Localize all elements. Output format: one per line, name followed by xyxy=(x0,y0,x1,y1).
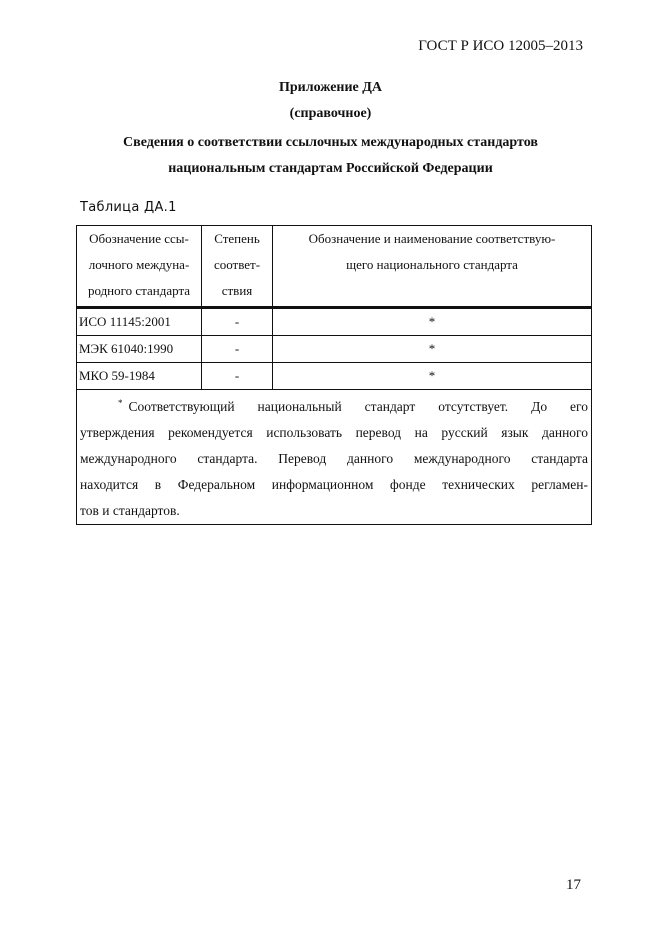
cell-degree: - xyxy=(202,363,273,390)
table-footnote-row xyxy=(77,390,592,525)
appendix-heading-line-2: национальным стандартам Российской Федерации xyxy=(168,161,493,176)
document-code: ГОСТ Р ИСО 12005–2013 xyxy=(418,38,583,54)
correspondence-table xyxy=(76,225,592,525)
cell-national: * xyxy=(273,308,592,336)
cell-degree: - xyxy=(202,308,273,336)
table-row xyxy=(77,336,592,363)
table-footnote: * Соответствующий национальный стандарт отсутствует. До его утверждения рекомендуется использовать перевод на русский язык данного международного стандарта. Перевод данного международного стандарта находится в Федеральном информационном фонде технических регламен- тов и стандартов. xyxy=(77,390,592,525)
appendix-heading-line-1: Сведения о соответствии ссылочных международных стандартов xyxy=(123,135,538,150)
table-caption: Таблица ДА.1 xyxy=(80,200,177,215)
cell-degree: - xyxy=(202,336,273,363)
table-row xyxy=(77,308,592,336)
table-header-row xyxy=(77,226,592,308)
appendix-title: Приложение ДА xyxy=(278,80,383,95)
cell-national: * xyxy=(273,363,592,390)
column-header-international-designation: Обозначение ссы- лочного междуна- родного стандарта xyxy=(77,226,202,308)
table-row xyxy=(77,363,592,390)
page-number: 17 xyxy=(566,877,581,893)
column-header-degree: Степень соответ- ствия xyxy=(202,226,273,308)
cell-designation: ИСО 11145:2001 xyxy=(77,308,202,336)
footnote-mark: * xyxy=(118,398,123,408)
appendix-subtitle: (справочное) xyxy=(289,106,372,121)
cell-designation: МЭК 61040:1990 xyxy=(77,336,202,363)
cell-designation: МКО 59-1984 xyxy=(77,363,202,390)
column-header-national-standard: Обозначение и наименование соответствую- щего национального стандарта xyxy=(273,226,592,308)
cell-national: * xyxy=(273,336,592,363)
